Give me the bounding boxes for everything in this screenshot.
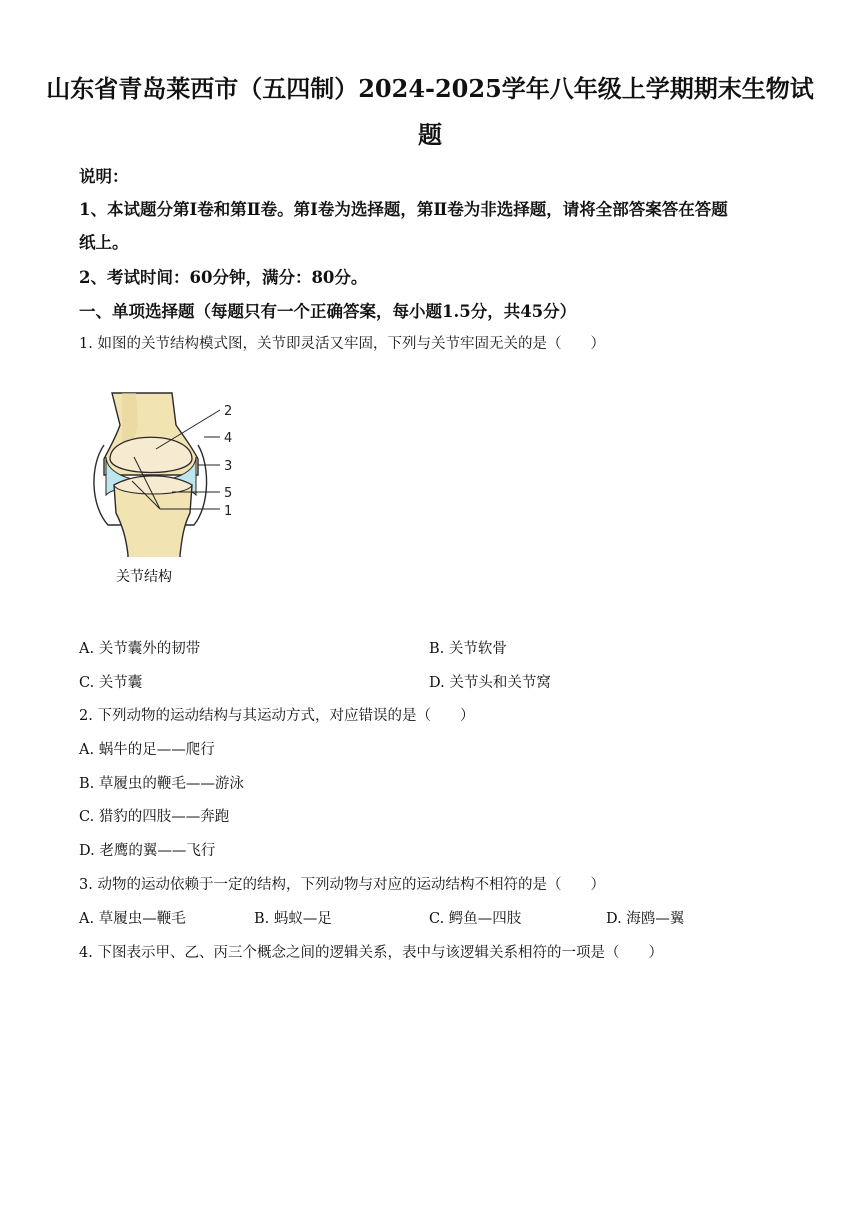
label-1: 1 [224, 504, 233, 519]
label-3: 3 [224, 459, 233, 474]
q3-option-a: A. 草履虫—鞭毛 [79, 911, 186, 927]
question-2-stem: 2. 下列动物的运动结构与其运动方式，对应错误的是（ ） [79, 708, 475, 724]
page-title-line2: 题 [418, 120, 442, 149]
q3-option-d: D. 海鸥—翼 [606, 911, 685, 927]
page-title-line1: 山东省青岛莱西市（五四制）2024-2025学年八年级上学期期末生物试 [46, 74, 814, 103]
joint-diagram [86, 385, 266, 590]
q3-option-c: C. 鳄鱼—四肢 [429, 911, 522, 927]
label-5: 5 [224, 486, 233, 501]
q2-option-c: C. 猎豹的四肢——奔跑 [79, 809, 230, 825]
label-4: 4 [224, 431, 233, 446]
question-3-stem: 3. 动物的运动依赖于一定的结构，下列动物与对应的运动结构不相符的是（ ） [79, 877, 605, 893]
label-2: 2 [224, 404, 233, 419]
q1-option-b: B. 关节软骨 [429, 641, 507, 657]
q2-option-a: A. 蜗牛的足——爬行 [79, 742, 215, 758]
joint-structure-figure [86, 385, 266, 590]
instruction-item-1-line1: 1、本试题分第Ⅰ卷和第Ⅱ卷。第Ⅰ卷为选择题，第Ⅱ卷为非选择题，请将全部答案答在答题 [79, 200, 728, 219]
section-heading: 一、单项选择题（每题只有一个正确答案，每小题1.5分，共45分） [79, 302, 577, 321]
q2-option-d: D. 老鹰的翼——飞行 [79, 843, 216, 859]
q1-option-a: A. 关节囊外的韧带 [79, 641, 201, 657]
joint-head [110, 437, 192, 472]
q1-option-c: C. 关节囊 [79, 675, 143, 691]
figure-caption: 关节结构 [116, 569, 172, 585]
q3-option-b: B. 蚂蚁—足 [254, 911, 332, 927]
instructions-heading: 说明： [79, 167, 129, 186]
q2-option-b: B. 草履虫的鞭毛——游泳 [79, 776, 244, 792]
question-4-stem: 4. 下图表示甲、乙、丙三个概念之间的逻辑关系，表中与该逻辑关系相符的一项是（ ） [79, 945, 663, 961]
instruction-item-1-line2: 纸上。 [79, 233, 129, 252]
instruction-item-2: 2、考试时间：60分钟，满分：80分。 [79, 268, 368, 287]
question-1-stem: 1. 如图的关节结构模式图，关节即灵活又牢固，下列与关节牢固无关的是（ ） [79, 336, 605, 352]
q1-option-d: D. 关节头和关节窝 [429, 675, 551, 691]
